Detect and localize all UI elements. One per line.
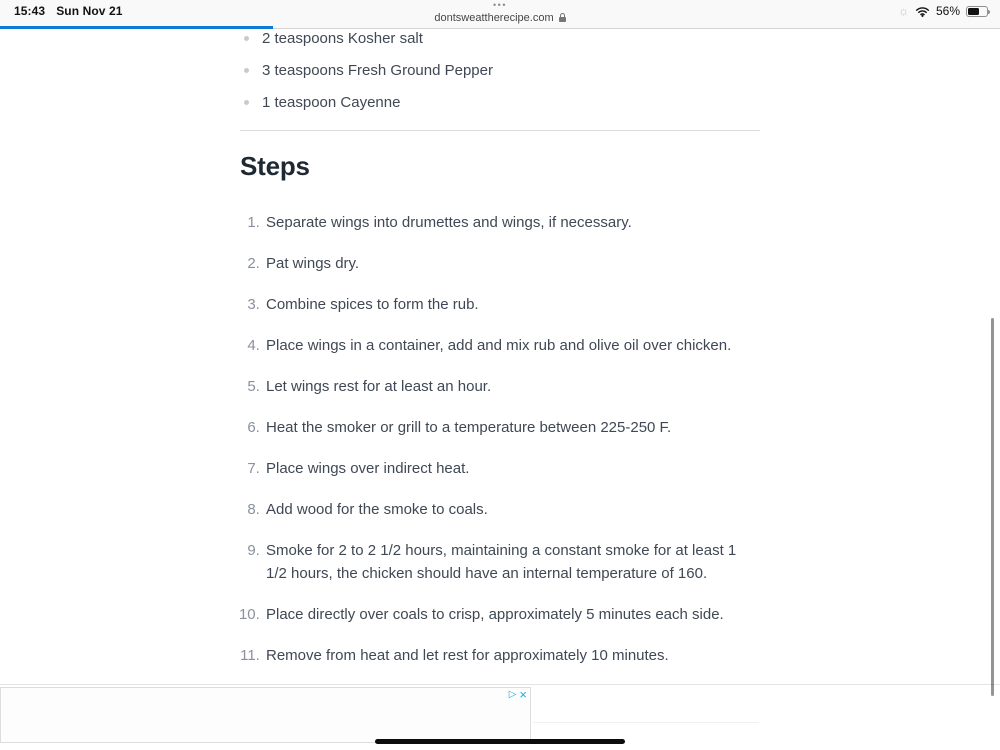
clock: 15:43 [14,4,46,18]
step-item: 4. Place wings in a container, add and mix rub and olive oil over chicken. [264,334,760,357]
scrollbar[interactable] [991,318,994,696]
step-item: 6. Heat the smoker or grill to a temperature between 225-250 F. [264,416,760,439]
lock-icon [559,17,566,22]
ad-close-icon[interactable]: × [519,687,527,702]
battery-percent: 56% [935,4,960,18]
step-item: 2. Pat wings dry. [264,252,760,275]
address-bar [0,0,1000,29]
ingredients-list [240,31,760,127]
content-divider [533,722,759,723]
step-item: 11. Remove from heat and let rest for approximately 10 minutes. [264,644,760,667]
ad-controls [509,689,527,701]
step-item: 9. Smoke for 2 to 2 1/2 hours, maintaining a constant smoke for at least 1 1/2 hours, the chicken should have an internal temperature of 160. [264,539,760,585]
sync-spinner-icon: ☼ [897,4,909,18]
step-item: 8. Add wood for the smoke to coals. [264,498,760,521]
ingredient-item: 3 teaspoons Fresh Ground Pepper [240,63,760,78]
ingredient-item: 2 teaspoons Kosher salt [240,31,760,46]
page-menu-dots[interactable]: ••• [493,0,507,10]
step-item: 3. Combine spices to form the rub. [264,293,760,316]
battery-icon [966,6,988,17]
date: Sun Nov 21 [56,4,123,18]
steps-list [240,211,760,685]
adchoices-icon[interactable]: ▷ [508,689,517,700]
step-item: 10. Place directly over coals to crisp, approximately 5 minutes each side. [264,603,760,626]
battery-tip [988,10,990,14]
url-text: dontsweattherecipe.com [434,12,554,24]
status-right [898,4,988,18]
browser-toolbar [0,0,1000,29]
step-item: 1. Separate wings into drumettes and wings, if necessary. [264,211,760,234]
url-field[interactable] [434,12,565,24]
step-item: 5. Let wings rest for at least an hour. [264,375,760,398]
home-indicator[interactable] [375,739,625,744]
ingredient-item: 1 teaspoon Cayenne [240,95,760,110]
section-divider [240,130,760,131]
ad-banner [0,687,531,743]
step-item: 7. Place wings over indirect heat. [264,457,760,480]
bottom-divider [0,684,1000,685]
page-load-progress-bar [0,26,273,29]
battery-fill [968,8,979,15]
steps-heading: Steps [240,151,310,181]
wifi-icon [915,6,930,17]
